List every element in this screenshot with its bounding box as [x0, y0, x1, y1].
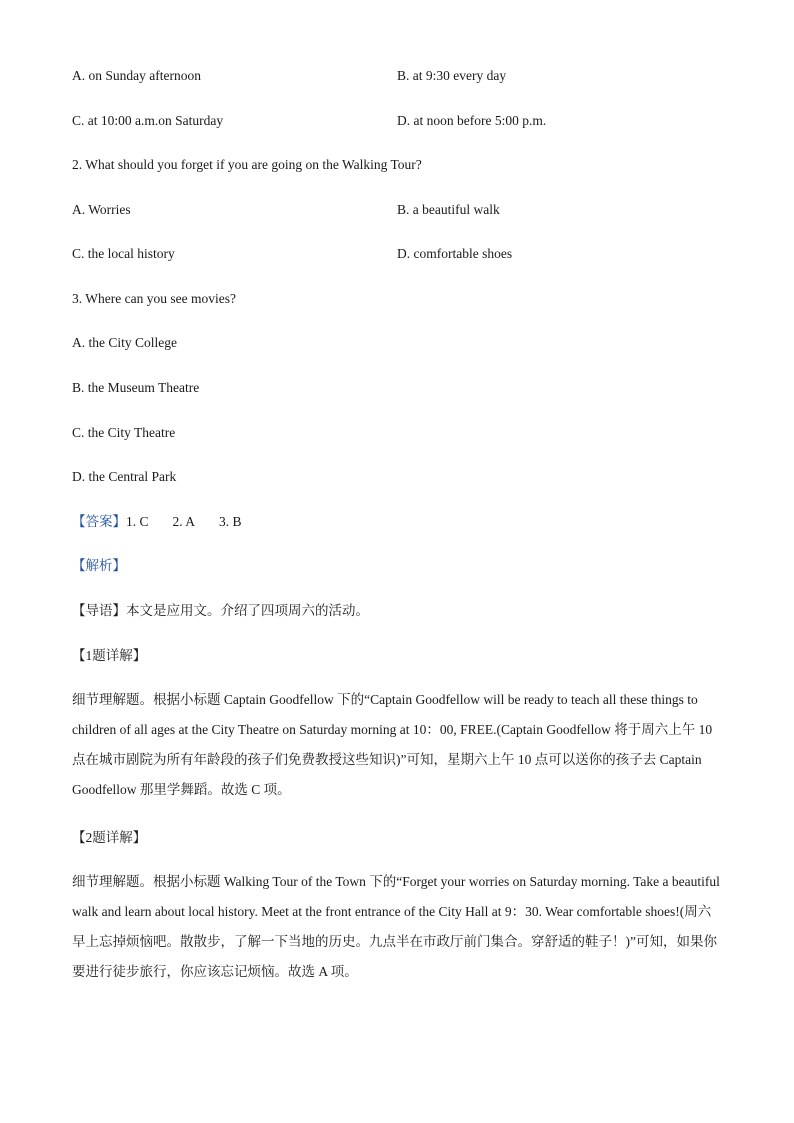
detail1-tag: 【1题详解】: [72, 648, 147, 663]
guide-text: 本文是应用文。介绍了四项周六的活动。: [126, 603, 369, 618]
q2-option-b: B. a beautiful walk: [397, 202, 500, 217]
detail2-tag: 【2题详解】: [72, 830, 147, 845]
answer-tag: 【答案】: [72, 514, 126, 529]
answer-1: 1. C: [126, 514, 149, 529]
q1-option-b: B. at 9:30 every day: [397, 68, 507, 83]
answer-line: [72, 512, 242, 532]
detail1-text: 细节理解题。根据小标题 Captain Goodfellow 下的“Captain Goodfellow will be ready to teach all these things to children of all ages at the City Theatre on Saturday morning at 10：00, FREE.(Captain Goodfellow 将于周六上午 10 点在城市剧院为所有年龄段的孩子们免费教授这些知识)”可知，星期六上午 10 点可以送你的孩子去 Captain Goodfellow 那里学舞蹈。故选 C 项。: [72, 692, 713, 797]
q3-option-a: A. the City College: [72, 335, 177, 350]
q2-question: 2. What should you forget if you are going on the Walking Tour?: [72, 157, 422, 172]
analysis-tag: [72, 556, 126, 576]
q1-option-d: D. at noon before 5:00 p.m.: [397, 113, 547, 128]
q1-option-c: C. at 10:00 a.m.on Saturday: [72, 113, 224, 128]
guide-tag: 【导语】: [72, 603, 126, 618]
q3-option-d: D. the Central Park: [72, 469, 177, 484]
answer-2: 2. A: [172, 514, 196, 529]
detail1-paragraph: [72, 685, 722, 805]
q3-option-c: C. the City Theatre: [72, 425, 176, 440]
answer-3: 3. B: [219, 514, 242, 529]
detail2-paragraph: [72, 867, 722, 987]
q2-option-c: C. the local history: [72, 246, 175, 261]
q2-option-d: D. comfortable shoes: [397, 246, 513, 261]
q2-option-a: A. Worries: [72, 202, 131, 217]
q3-question: 3. Where can you see movies?: [72, 291, 236, 306]
q1-option-a: A. on Sunday afternoon: [72, 68, 201, 83]
detail2-text: 细节理解题。根据小标题 Walking Tour of the Town 下的“Forget your worries on Saturday morning. Take a beautiful walk and learn about local history. Meet at the front entrance of the City Hall at 9：30. Wear comfortable shoes!(周六早上忘掉烦恼吧。散散步，了解一下当地的历史。九点半在市政厅前门集合。穿舒适的鞋子！)”可知，如果你要进行徒步旅行，你应该忘记烦恼。故选 A 项。: [72, 874, 720, 979]
guide-line: [72, 601, 369, 621]
analysis-label: 【解析】: [72, 558, 126, 573]
q3-option-b: B. the Museum Theatre: [72, 380, 200, 395]
